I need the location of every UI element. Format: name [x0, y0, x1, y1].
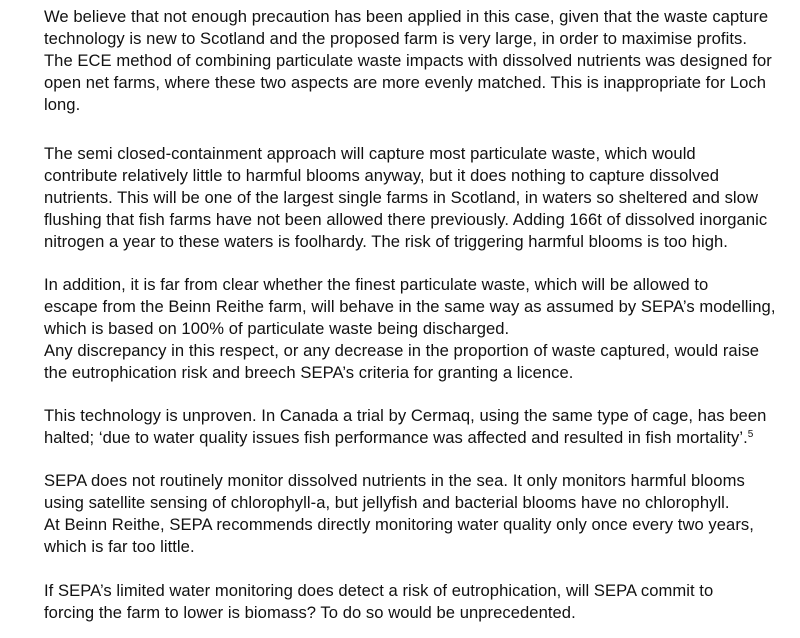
text-line: the eutrophication risk and breech SEPA’s criteria for granting a licence.: [44, 362, 574, 382]
paragraph-monitoring: [44, 470, 796, 558]
text-line: which is far too little.: [44, 536, 195, 556]
text-line: nutrients. This will be one of the largest single farms in Scotland, in waters so sheltered and slow: [44, 187, 758, 207]
text-line: contribute relatively little to harmful blooms anyway, but it does nothing to capture dissolved: [44, 165, 719, 185]
text-line: nitrogen a year to these waters is foolhardy. The risk of triggering harmful blooms is too high.: [44, 231, 728, 251]
paragraph-precaution: [44, 6, 796, 116]
text-line: At Beinn Reithe, SEPA recommends directly monitoring water quality only once every two years,: [44, 514, 754, 534]
text-line-content: halted; ‘due to water quality issues fish performance was affected and resulted in fish mortality’.: [44, 427, 748, 447]
text-line: flushing that fish farms have not been allowed there previously. Adding 166t of dissolved inorganic: [44, 209, 768, 229]
text-line: long.: [44, 94, 81, 114]
footnote-marker: 5: [747, 428, 754, 440]
paragraph-unproven-technology: [44, 405, 796, 449]
text-line: using satellite sensing of chlorophyll-a, but jellyfish and bacterial blooms have no chlorophyll.: [44, 492, 730, 512]
text-line: We believe that not enough precaution has been applied in this case, given that the waste capture: [44, 7, 769, 26]
text-line: which is based on 100% of particulate waste being discharged.: [44, 318, 510, 338]
text-line: If SEPA’s limited water monitoring does detect a risk of eutrophication, will SEPA commit to: [44, 581, 714, 600]
text-line: open net farms, where these two aspects are more evenly matched. This is inappropriate for Loch: [44, 72, 767, 92]
text-line: forcing the farm to lower is biomass? To do so would be unprecedented.: [44, 602, 576, 622]
text-line: In addition, it is far from clear whether the finest particulate waste, which will be allowed to: [44, 275, 709, 294]
text-line: Any discrepancy in this respect, or any decrease in the proportion of waste captured, would raise: [44, 340, 760, 360]
text-line: [44, 427, 796, 449]
text-line: SEPA does not routinely monitor dissolved nutrients in the sea. It only monitors harmful blooms: [44, 471, 745, 490]
text-line: The semi closed-containment approach will capture most particulate waste, which would: [44, 144, 696, 163]
text-line: escape from the Beinn Reithe farm, will behave in the same way as assumed by SEPA’s modelling,: [44, 296, 776, 316]
paragraph-semi-closed-containment: [44, 143, 796, 253]
paragraph-eutrophication-question: [44, 580, 796, 624]
text-line: technology is new to Scotland and the proposed farm is very large, in order to maximise profits.: [44, 28, 748, 48]
text-line: The ECE method of combining particulate waste impacts with dissolved nutrients was designed for: [44, 50, 772, 70]
text-line: This technology is unproven. In Canada a trial by Cermaq, using the same type of cage, has been: [44, 406, 767, 425]
paragraph-particulate-waste: [44, 274, 796, 384]
